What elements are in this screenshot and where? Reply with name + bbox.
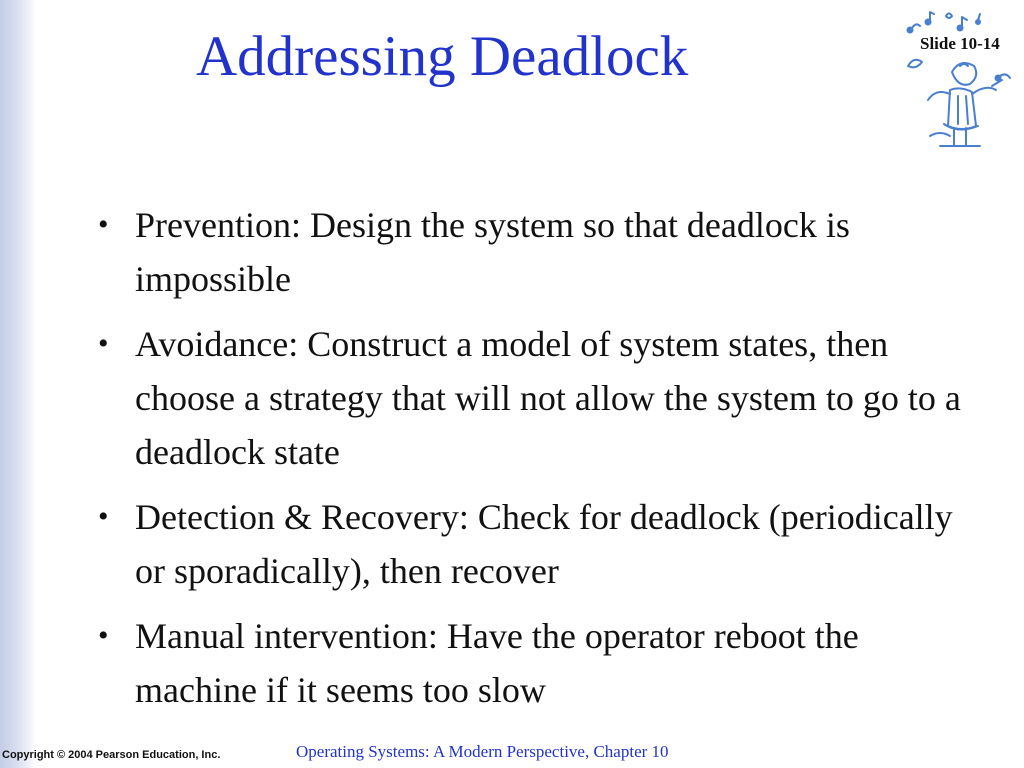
bullet-dot-icon: • — [98, 208, 109, 241]
bullet-text: Manual intervention: Have the operator reboot the machine if it seems too slow — [135, 616, 859, 710]
bullet-item-detection — [98, 490, 978, 598]
musician-logo-icon — [900, 6, 1020, 171]
bullet-text: Avoidance: Construct a model of system states, then choose a strategy that will not allow the system to go to a deadlock state — [135, 324, 961, 472]
slide-number: Slide 10-14 — [920, 34, 1000, 53]
footer-course-title: Operating Systems: A Modern Perspective, Chapter 10 — [296, 742, 669, 761]
bullet-list — [98, 198, 978, 728]
bullet-dot-icon: • — [98, 327, 109, 360]
slide-title: Addressing Deadlock — [196, 25, 689, 88]
footer-copyright: Copyright © 2004 Pearson Education, Inc. — [2, 749, 221, 761]
bullet-item-prevention — [98, 198, 978, 306]
left-decorative-bar — [0, 0, 36, 768]
bullet-item-manual — [98, 609, 978, 717]
bullet-dot-icon: • — [98, 619, 109, 652]
bullet-text: Prevention: Design the system so that deadlock is impossible — [135, 205, 850, 299]
bullet-dot-icon: • — [98, 500, 109, 533]
bullet-item-avoidance — [98, 317, 978, 479]
bullet-text: Detection & Recovery: Check for deadlock (periodically or sporadically), then recover — [135, 497, 953, 591]
